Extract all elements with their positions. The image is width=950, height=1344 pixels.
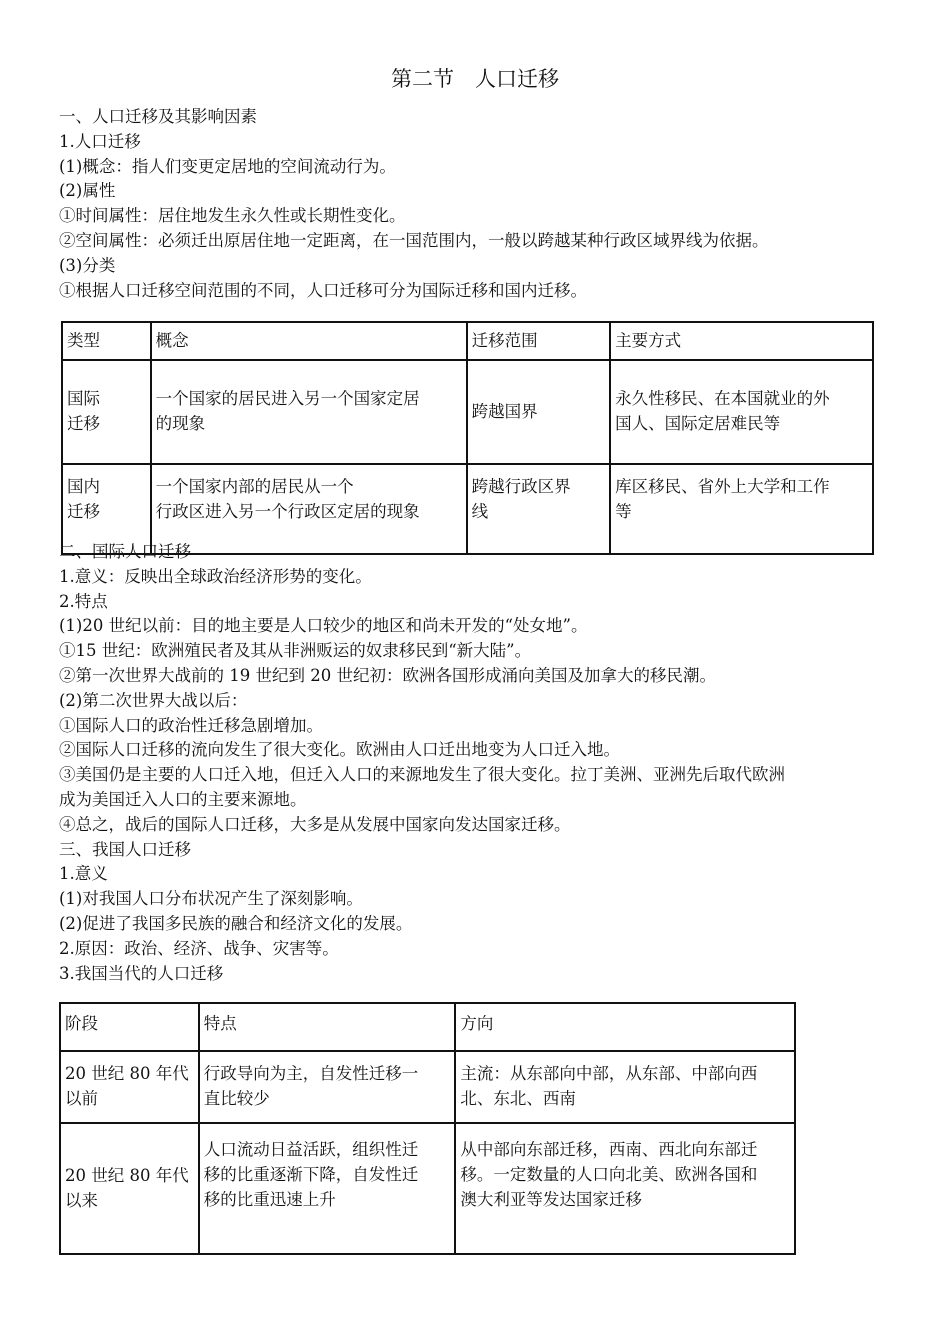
table-row xyxy=(62,360,873,464)
paragraph: 3.我国当代的人口迁移 xyxy=(59,963,224,983)
paragraph: (2)第二次世界大战以后： xyxy=(59,690,248,710)
china-migration-table xyxy=(59,1002,796,1255)
paragraph: (2)属性 xyxy=(59,181,116,201)
table-cell: 一个国家内部的居民从一个 行政区进入另一个行政区定居的现象 xyxy=(151,464,467,554)
table-header-cell: 阶段 xyxy=(60,1003,199,1051)
table-cell: 国内 迁移 xyxy=(62,464,151,554)
paragraph: ②空间属性：必须迁出原居住地一定距离，在一国范围内，一般以跨越某种行政区域界线为依据。 xyxy=(59,230,769,250)
table-cell: 从中部向东部迁移，西南、西北向东部迁 移。一定数量的人口向北美、欧洲各国和 澳大利亚等发达国家迁移 xyxy=(455,1123,795,1254)
paragraph: ①时间属性：居住地发生永久性或长期性变化。 xyxy=(59,206,406,226)
section-heading: 二、国际人口迁移 xyxy=(59,542,191,561)
paragraph: ②第一次世界大战前的 19 世纪到 20 世纪初：欧洲各国形成涌向美国及加拿大的移民潮。 xyxy=(59,665,716,685)
table-cell: 一个国家的居民进入另一个国家定居 的现象 xyxy=(151,360,467,464)
paragraph: (2)促进了我国多民族的融合和经济文化的发展。 xyxy=(59,913,413,933)
paragraph: 2.特点 xyxy=(59,591,108,611)
paragraph: 成为美国迁入人口的主要来源地。 xyxy=(59,789,307,809)
paragraph: 1.意义 xyxy=(59,864,108,884)
section-2-3-text xyxy=(59,540,899,986)
table-cell: 主流：从东部向中部，从东部、中部向西 北、东北、西南 xyxy=(455,1051,795,1123)
table-header-cell: 方向 xyxy=(455,1003,795,1051)
paragraph: (1)20 世纪以前：目的地主要是人口较少的地区和尚未开发的“处女地”。 xyxy=(59,616,588,636)
paragraph: ③美国仍是主要的人口迁入地，但迁入人口的来源地发生了很大变化。拉丁美洲、亚洲先后取代欧洲 xyxy=(59,765,785,785)
section-1-text xyxy=(59,105,899,303)
table-header-cell: 概念 xyxy=(151,322,467,360)
table-header-cell: 迁移范围 xyxy=(467,322,611,360)
paragraph: ①根据人口迁移空间范围的不同，人口迁移可分为国际迁移和国内迁移。 xyxy=(59,280,587,300)
table-cell: 跨越行政区界 线 xyxy=(467,464,611,554)
table-cell: 库区移民、省外上大学和工作 等 xyxy=(610,464,873,554)
table-row xyxy=(60,1051,795,1123)
paragraph: ④总之，战后的国际人口迁移，大多是从发展中国家向发达国家迁移。 xyxy=(59,814,571,834)
paragraph: 2.原因：政治、经济、战争、灾害等。 xyxy=(59,938,339,958)
subsection-heading: 1.人口迁移 xyxy=(59,131,141,151)
table-header-cell: 类型 xyxy=(62,322,151,360)
paragraph: (1)概念：指人们变更定居地的空间流动行为。 xyxy=(59,156,396,176)
paragraph: (1)对我国人口分布状况产生了深刻影响。 xyxy=(59,889,363,909)
table-cell: 20 世纪 80 年代 以来 xyxy=(60,1123,199,1254)
table-header-row xyxy=(60,1003,795,1051)
table-cell: 人口流动日益活跃，组织性迁 移的比重逐渐下降，自发性迁 移的比重迅速上升 xyxy=(199,1123,456,1254)
paragraph: 1.意义：反映出全球政治经济形势的变化。 xyxy=(59,566,372,586)
table-header-row xyxy=(62,322,873,360)
table-cell: 国际 迁移 xyxy=(62,360,151,464)
paragraph: (3)分类 xyxy=(59,255,116,275)
migration-types-table xyxy=(61,321,874,555)
paragraph: ②国际人口迁移的流向发生了很大变化。欧洲由人口迁出地变为人口迁入地。 xyxy=(59,740,620,760)
table-cell: 20 世纪 80 年代 以前 xyxy=(60,1051,199,1123)
section-heading: 一、人口迁移及其影响因素 xyxy=(59,107,257,126)
paragraph: ①国际人口的政治性迁移急剧增加。 xyxy=(59,715,323,735)
paragraph: ①15 世纪：欧洲殖民者及其从非洲贩运的奴隶移民到“新大陆”。 xyxy=(59,641,532,661)
table-header-cell: 主要方式 xyxy=(610,322,873,360)
table-row xyxy=(60,1123,795,1254)
table-cell: 跨越国界 xyxy=(467,360,611,464)
table-header-cell: 特点 xyxy=(199,1003,456,1051)
table-cell: 行政导向为主，自发性迁移一 直比较少 xyxy=(199,1051,456,1123)
page-title: 第二节 人口迁移 xyxy=(391,67,559,91)
section-heading: 三、我国人口迁移 xyxy=(59,839,191,859)
table-cell: 永久性移民、在本国就业的外 国人、国际定居难民等 xyxy=(610,360,873,464)
